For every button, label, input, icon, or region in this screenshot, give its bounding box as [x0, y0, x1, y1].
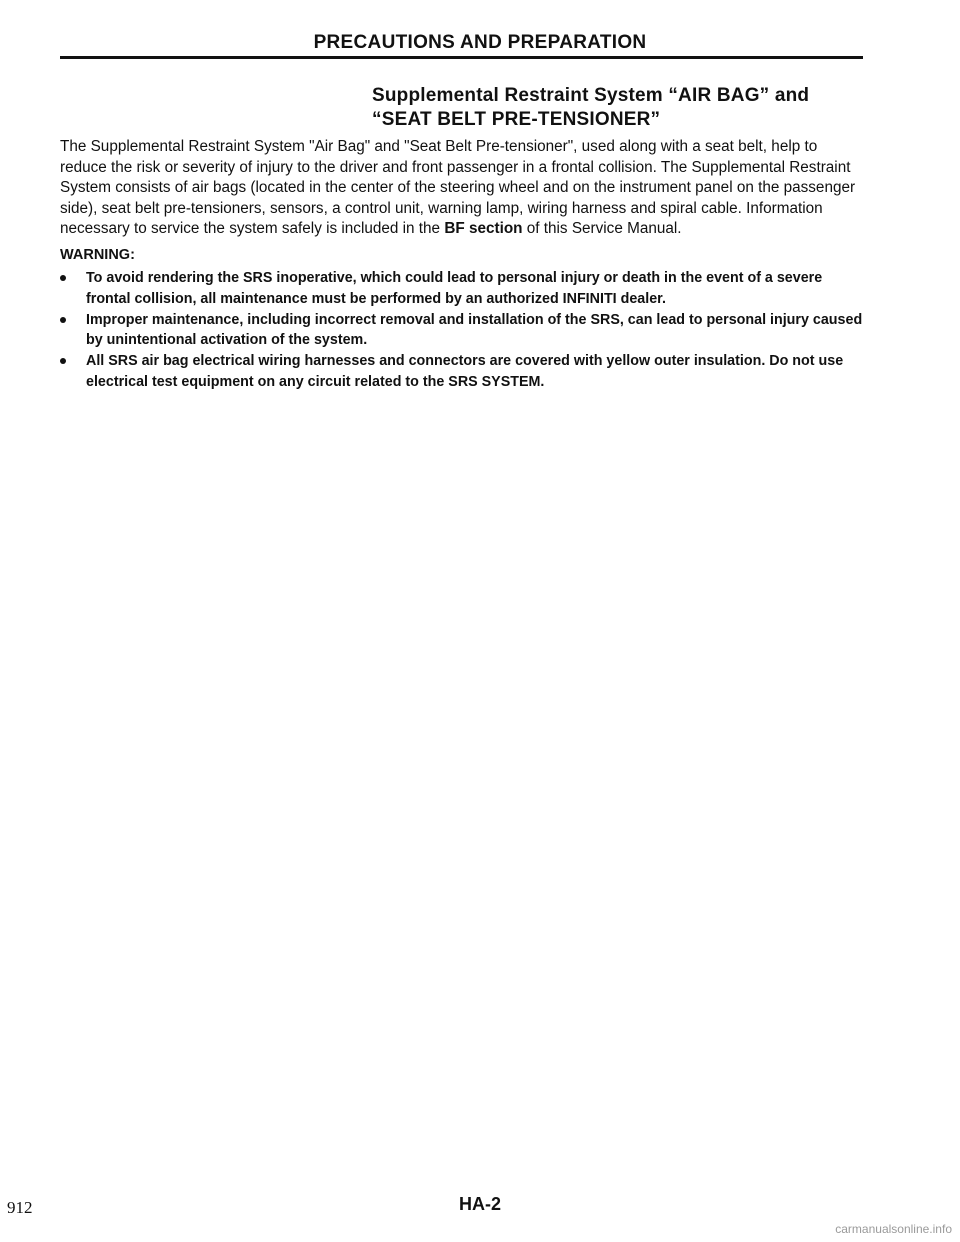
intro-text-end: of this Service Manual. — [522, 220, 682, 238]
folio-number: 912 — [7, 1198, 33, 1217]
bullet-icon — [60, 317, 66, 323]
warning-item — [60, 268, 864, 310]
warning-item — [60, 351, 864, 393]
warning-list — [60, 268, 864, 393]
bf-section-reference: BF section — [444, 220, 523, 238]
bullet-icon — [60, 275, 66, 281]
section-title — [372, 84, 809, 132]
intro-paragraph — [60, 137, 860, 240]
watermark: carmanualsonline.info — [835, 1222, 952, 1236]
warning-heading: WARNING: — [60, 247, 135, 263]
intro-text: The Supplemental Restraint System "Air Bag" and "Seat Belt Pre-tensioner", used along with a seat belt, help to reduce the risk or severity of injury to the driver and front passenger in a frontal collision. The Supplemental Restraint System consists of air bags (located in the center of the steering wheel and on the instrument panel on the passenger side), seat belt pre-tensioners, sensors, a control unit, warning lamp, wiring harness and spiral cable. Information necessary to service the system safely is included in the — [60, 138, 856, 238]
warning-item-text: All SRS air bag electrical wiring harnesses and connectors are covered with yellow outer insulation. Do not use electrical test equipment on any circuit related to the SRS SYSTEM. — [86, 353, 844, 390]
bullet-icon — [60, 358, 66, 364]
header-divider — [60, 56, 863, 59]
page-header-title: PRECAUTIONS AND PREPARATION — [313, 32, 647, 53]
page-number: HA-2 — [458, 1194, 501, 1214]
warning-item — [60, 310, 864, 352]
section-title-line-1: Supplemental Restraint System “AIR BAG” and — [372, 85, 810, 106]
warning-item-text: To avoid rendering the SRS inoperative, which could lead to personal injury or death in the event of a severe frontal collision, all maintenance must be performed by an authorized INFINITI dealer. — [86, 270, 823, 307]
warning-item-text: Improper maintenance, including incorrect removal and installation of the SRS, can lead to personal injury caused by unintentional activation of the system. — [86, 311, 863, 349]
section-title-line-2: “SEAT BELT PRE-TENSIONER” — [372, 109, 661, 130]
